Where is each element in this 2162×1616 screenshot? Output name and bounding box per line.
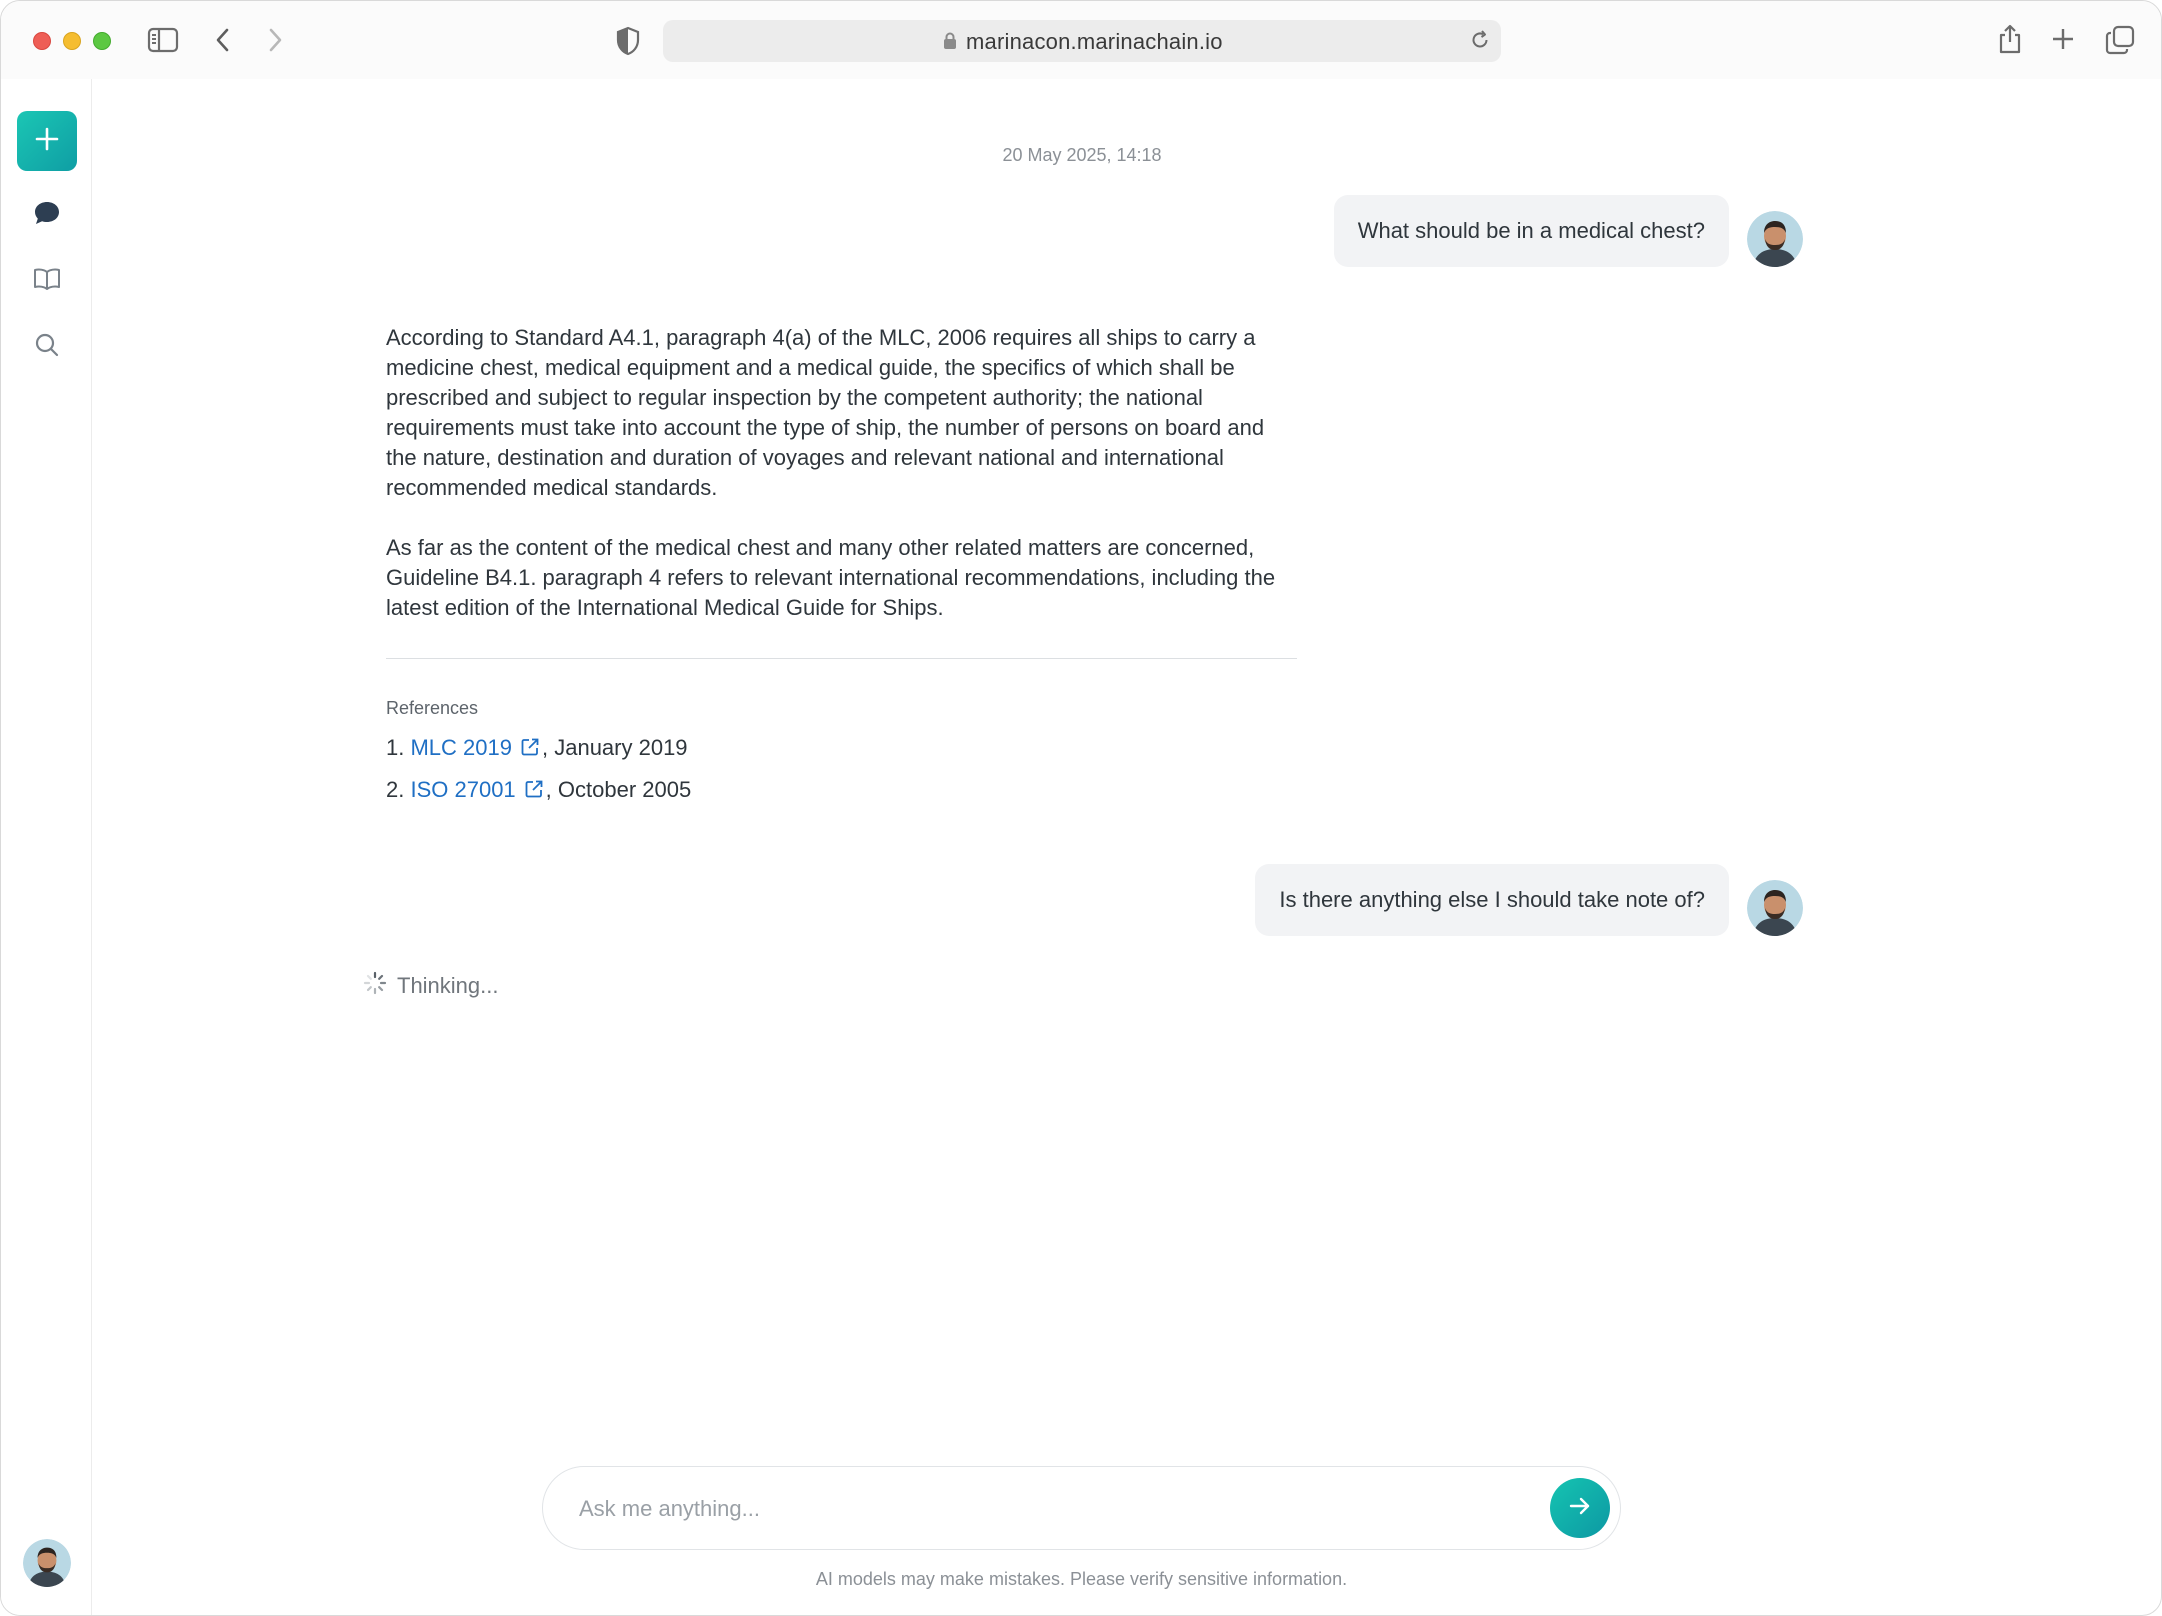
new-tab-icon[interactable]	[2051, 27, 2075, 51]
new-chat-button[interactable]	[17, 111, 77, 171]
assistant-message	[386, 323, 1296, 653]
browser-toolbar	[1, 1, 2161, 79]
external-link-icon[interactable]	[524, 779, 544, 805]
address-bar[interactable]	[663, 20, 1501, 62]
references-divider	[386, 658, 1297, 659]
sidebar-item-chats[interactable]	[32, 200, 62, 230]
user-avatar	[1747, 880, 1803, 936]
reference-item	[386, 777, 691, 805]
answer-paragraph: According to Standard A4.1, paragraph 4(a) of the MLC, 2006 requires all ships to carry a medicine chest, medical equipment and a medical guide, the specifics of which shall be prescribed and subject to regular inspection by the competent authority; the national requirements must take into account the type of ship, the number of persons on board and the nature, destination and duration of voyages and relevant national and international recommended medical standards.	[386, 325, 1265, 500]
references-title: References	[386, 698, 479, 718]
profile-avatar[interactable]	[23, 1539, 71, 1587]
sidebar-item-library[interactable]	[32, 266, 62, 296]
answer-paragraph: As far as the content of the medical chest and many other related matters are concerned, Guideline B4.1. paragraph 4 refers to relevant international recommendations, including the latest edition of the International Medical Guide for Ships.	[386, 535, 1276, 620]
reference-link[interactable]: MLC 2019	[410, 735, 512, 760]
message-input[interactable]	[577, 1487, 1481, 1531]
user-message-bubble: What should be in a medical chest?	[1334, 195, 1729, 267]
external-link-icon[interactable]	[520, 737, 540, 763]
reference-date: , January 2019	[542, 735, 688, 760]
arrow-right-icon	[1567, 1493, 1593, 1524]
thinking-text: Thinking...	[397, 973, 499, 998]
reference-date: , October 2005	[545, 777, 692, 802]
send-button[interactable]	[1550, 1478, 1610, 1538]
sidebar-item-search[interactable]	[32, 332, 62, 362]
reference-number: 1.	[386, 735, 405, 760]
privacy-shield-icon[interactable]	[615, 26, 641, 56]
thinking-indicator	[363, 971, 499, 1001]
window-minimize-button[interactable]	[63, 32, 81, 50]
message-composer	[542, 1466, 1621, 1550]
search-icon	[34, 332, 60, 363]
user-message-bubble: Is there anything else I should take note of?	[1255, 864, 1729, 936]
spinner-icon	[363, 971, 397, 1001]
user-avatar	[1747, 211, 1803, 267]
chat-timestamp: 20 May 2025, 14:18	[1002, 145, 1162, 165]
reference-number: 2.	[386, 777, 405, 802]
disclaimer-text: AI models may make mistakes. Please verify sensitive information.	[815, 1569, 1348, 1589]
share-icon[interactable]	[1997, 23, 2023, 55]
lock-icon	[943, 32, 957, 55]
window-maximize-button[interactable]	[93, 32, 111, 50]
url-text: marinacon.marinachain.io	[966, 29, 1223, 54]
tab-overview-icon[interactable]	[2105, 25, 2135, 55]
app-sidebar	[1, 79, 92, 1615]
reference-link[interactable]: ISO 27001	[410, 777, 516, 802]
forward-icon[interactable]	[265, 27, 285, 53]
window-close-button[interactable]	[33, 32, 51, 50]
reference-item	[386, 735, 688, 763]
back-icon[interactable]	[213, 27, 233, 53]
plus-icon	[34, 126, 60, 157]
chat-bubble-icon	[33, 200, 61, 231]
book-icon	[33, 267, 61, 296]
reload-icon[interactable]	[1469, 29, 1491, 56]
sidebar-toggle-icon[interactable]	[147, 27, 179, 53]
